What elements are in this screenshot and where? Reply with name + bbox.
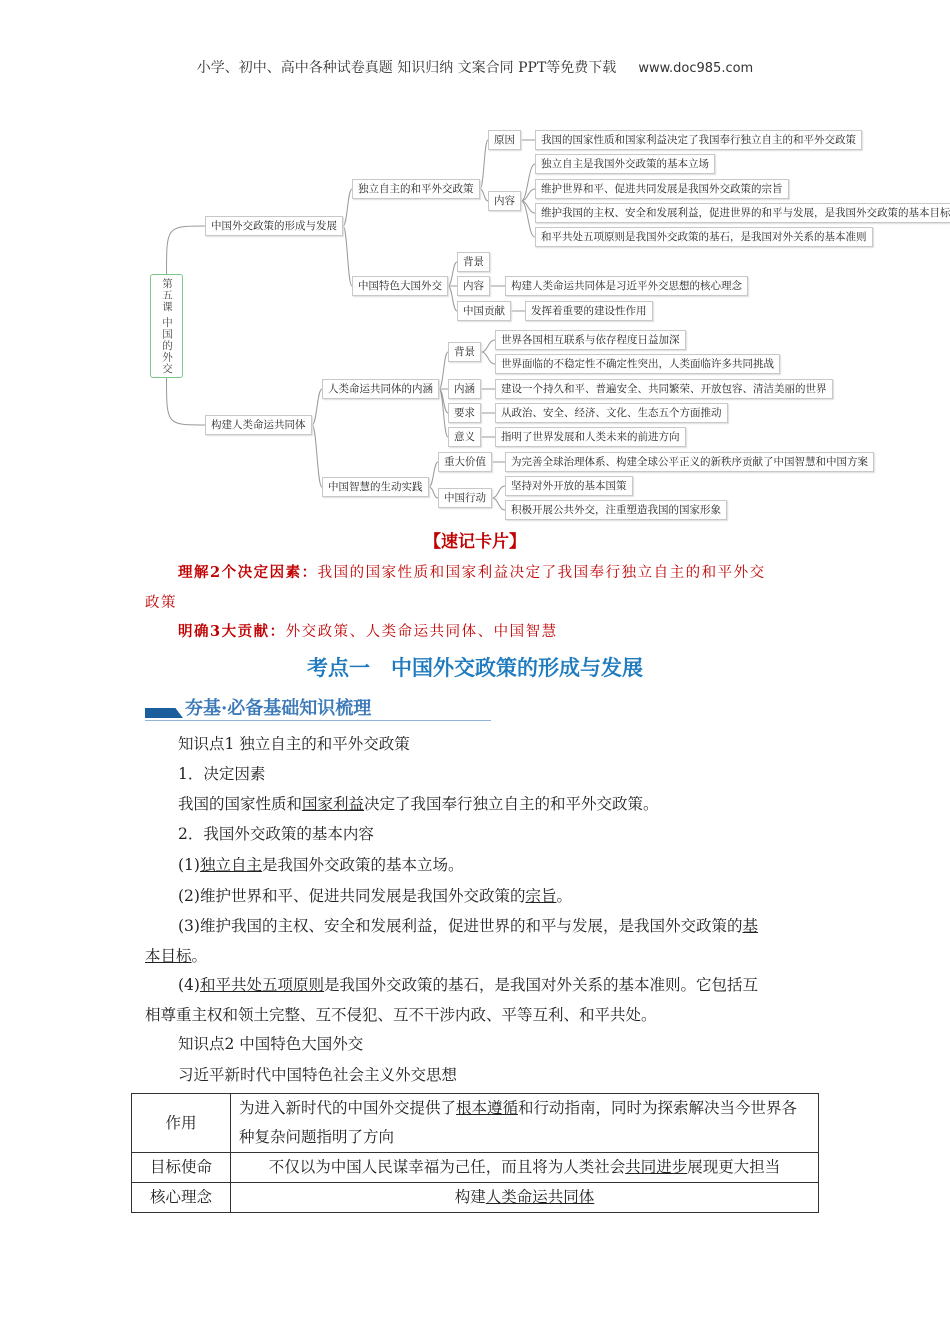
mind-map-node: 独立自主是我国外交政策的基本立场 (535, 154, 715, 174)
table-row (132, 1183, 819, 1213)
mind-map-root: 第五课 中国的外交 (150, 274, 183, 378)
row-value (231, 1153, 819, 1183)
item-3 (178, 911, 758, 941)
mind-map-node: 中国贡献 (457, 301, 511, 321)
mind-map-connector (343, 189, 352, 226)
mind-map-connector (481, 340, 495, 352)
mind-map-node: 世界面临的不稳定性不确定性突出，人类面临许多共同挑战 (495, 354, 780, 374)
header-url[interactable]: www.doc985.com (638, 61, 754, 76)
card-line-1-label: 理解2个决定因素： (178, 564, 318, 581)
mind-map-node: 指明了世界发展和人类未来的前进方向 (495, 427, 686, 447)
mind-map-connector (480, 140, 488, 189)
mind-map-connector (492, 498, 505, 510)
underlined-term: 和平共处五项原则 (199, 976, 324, 994)
text: 。 (191, 947, 208, 965)
mind-map-connector (439, 352, 448, 389)
knowledge-point-1: 知识点1 独立自主的和平外交政策 (178, 735, 410, 753)
knowledge-point-2: 知识点2 中国特色大国外交 (178, 1035, 364, 1053)
table-caption: 习近平新时代中国特色社会主义外交思想 (178, 1066, 458, 1084)
mind-map-connector (439, 389, 448, 437)
mind-map-node: 我国的国家性质和国家利益决定了我国奉行独立自主的和平外交政策 (535, 130, 862, 150)
mind-map-node: 内容 (457, 276, 490, 296)
mind-map-node: 意义 (448, 427, 481, 447)
text: 为进入新时代的中国外交提供了 (239, 1099, 457, 1117)
section-title: 考点一 中国外交政策的形成与发展 (307, 656, 643, 680)
text: (2)维护世界和平、促进共同发展是我国外交政策的 (178, 887, 526, 905)
mind-map-node: 中国智慧的生动实践 (322, 477, 429, 497)
underlined-term: 共同进步 (625, 1158, 688, 1176)
mind-map-node: 建设一个持久和平、普遍安全、共同繁荣、开放包容、清洁美丽的世界 (495, 379, 833, 399)
paragraph-1 (178, 789, 659, 819)
mind-map-connector (343, 226, 352, 286)
underlined-term: 基 (742, 917, 758, 935)
mind-map-node: 构建人类命运共同体 (205, 415, 312, 435)
underlined-term: 人类命运共同体 (485, 1188, 595, 1206)
item-4 (178, 970, 758, 1000)
mind-map-node: 中国外交政策的形成与发展 (205, 216, 343, 236)
text: 决定了我国奉行独立自主的和平外交政策。 (364, 795, 659, 813)
row-key: 作用 (132, 1094, 231, 1153)
item-3-wrap (145, 941, 207, 971)
mind-map-node: 背景 (457, 252, 490, 272)
text: 和行动指南，同时为探索解决当今世界各种复杂问题指明了方向 (239, 1099, 798, 1146)
header-text: 小学、初中、高中各种试卷真题 知识归纳 文案合同 PPT等免费下载 (196, 60, 617, 76)
card-line-1-wrap: 政策 (145, 595, 177, 611)
mind-map-node: 内容 (488, 191, 521, 211)
item-1 (178, 850, 464, 880)
card-line-2 (178, 617, 558, 647)
card-line-2-text: 外交政策、人类命运共同体、中国智慧 (285, 624, 558, 640)
item-2 (178, 881, 572, 911)
text: 是我国外交政策的基本立场。 (261, 856, 464, 874)
card-line-1 (178, 558, 766, 588)
mind-map-connector (429, 462, 438, 487)
row-key: 目标使命 (132, 1153, 231, 1183)
card-line-2-label: 明确3大贡献： (178, 623, 286, 640)
mind-map-connector (480, 189, 488, 201)
mind-map-node: 和平共处五项原则是我国外交政策的基石，是我国对外关系的基本准则 (535, 227, 873, 247)
banner-bar (145, 708, 183, 718)
mind-map-connector (167, 226, 206, 274)
mind-map-connector (167, 378, 206, 425)
underlined-term: 国家利益 (302, 795, 365, 813)
mind-map-node: 构建人类命运共同体是习近平外交思想的核心理念 (505, 276, 748, 296)
item-4-wrap: 相尊重主权和领土完整、互不侵犯、互不干涉内政、平等互利、和平共处。 (145, 1006, 657, 1024)
mind-map-node: 中国行动 (438, 488, 492, 508)
text: 。 (556, 887, 572, 905)
table-row (132, 1094, 819, 1153)
mind-map-node: 积极开展公共外交，注重塑造我国的国家形象 (505, 500, 727, 520)
mind-map-node: 背景 (448, 342, 481, 362)
mind-map-node: 维护我国的主权、安全和发展利益，促进世界的和平与发展，是我国外交政策的基本目标 (535, 203, 950, 223)
table-row (132, 1153, 819, 1183)
mind-map-connector (448, 262, 457, 286)
heading-2: 2．我国外交政策的基本内容 (178, 825, 374, 843)
mind-map-node: 为完善全球治理体系、构建全球公平正义的新秩序贡献了中国智慧和中国方案 (505, 452, 874, 472)
mind-map-connector (481, 352, 495, 364)
row-value (231, 1183, 819, 1213)
text: 构建 (454, 1188, 486, 1206)
underlined-term: 宗旨 (525, 887, 557, 905)
diplomacy-thought-table (131, 1093, 819, 1213)
row-value (231, 1094, 819, 1153)
mind-map-node: 原因 (488, 130, 521, 150)
mind-map-node: 重大价值 (438, 452, 492, 472)
text: 展现更大担当 (687, 1158, 781, 1176)
text: (3)维护我国的主权、安全和发展利益，促进世界的和平与发展，是我国外交政策的 (178, 917, 743, 935)
underlined-term: 根本遵循 (456, 1099, 519, 1117)
mind-map (0, 0, 950, 530)
mind-map-node: 维护世界和平、促进共同发展是我国外交政策的宗旨 (535, 179, 789, 199)
mind-map-node: 独立自主的和平外交政策 (352, 179, 480, 199)
mind-map-node: 从政治、安全、经济、文化、生态五个方面推动 (495, 403, 728, 423)
text: 不仅以为中国人民谋幸福为己任，而且将为人类社会 (268, 1158, 626, 1176)
mind-map-node: 发挥着重要的建设性作用 (525, 301, 653, 321)
underlined-term: 本目标 (145, 947, 192, 965)
text: (1) (178, 856, 200, 874)
mind-map-connector (312, 425, 322, 487)
mind-map-node: 内涵 (448, 379, 481, 399)
mind-map-node: 坚持对外开放的基本国策 (505, 476, 633, 496)
card-title: 【速记卡片】 (424, 532, 526, 552)
row-key: 核心理念 (132, 1183, 231, 1213)
text: (4) (178, 976, 200, 994)
mind-map-connector (429, 487, 438, 498)
mind-map-node: 世界各国相互联系与依存程度日益加深 (495, 330, 686, 350)
mind-map-node: 人类命运共同体的内涵 (322, 379, 439, 399)
banner-text: 夯基·必备基础知识梳理 (185, 698, 372, 719)
section-banner (145, 694, 491, 721)
mind-map-connector (448, 286, 457, 311)
heading-1: 1．决定因素 (178, 765, 266, 783)
underlined-term: 独立自主 (199, 856, 262, 874)
text: 我国的国家性质和 (178, 795, 303, 813)
card-line-1-text: 我国的国家性质和国家利益决定了我国奉行独立自主的和平外交 (317, 565, 766, 581)
mind-map-node: 要求 (448, 403, 481, 423)
mind-map-connector (312, 389, 322, 425)
mind-map-connector (492, 486, 505, 498)
mind-map-node: 中国特色大国外交 (352, 276, 448, 296)
text: 是我国外交政策的基石，是我国对外关系的基本准则。它包括互 (323, 976, 758, 994)
